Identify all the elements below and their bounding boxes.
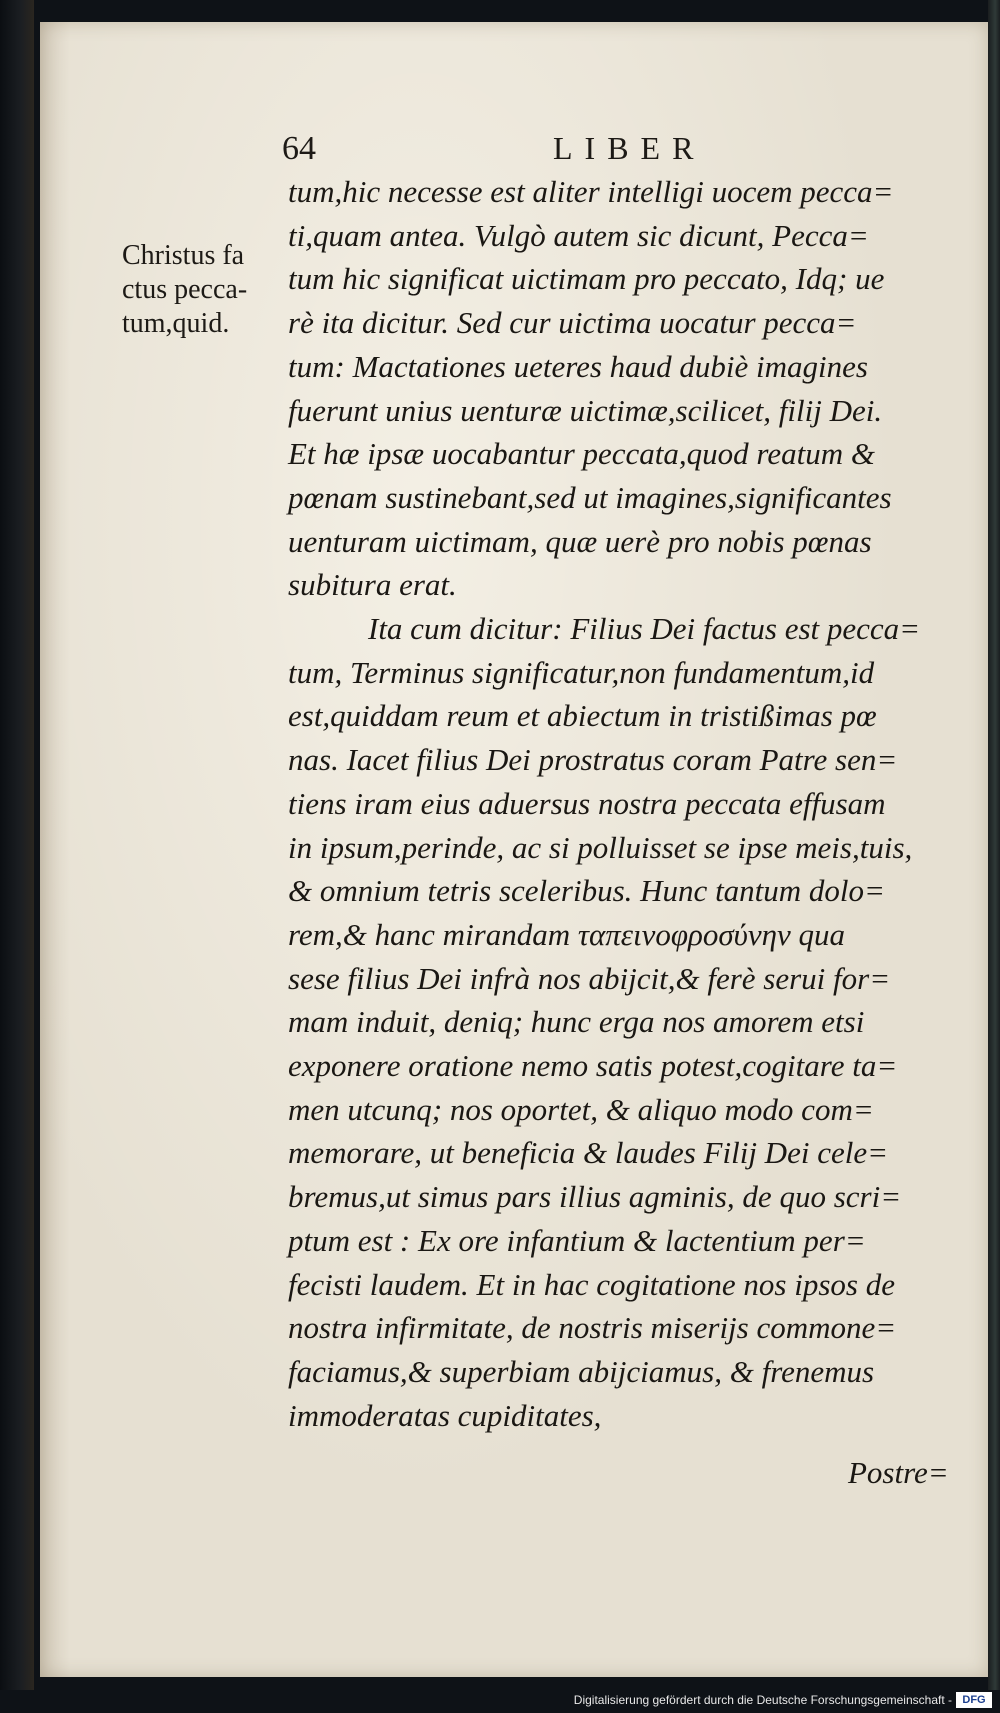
text-line: & omnium tetris sceleribus. Hunc tantum dolo= xyxy=(288,873,885,909)
marginal-note-line: ctus pecca- xyxy=(122,274,248,305)
text-line: rè ita dicitur. Sed cur uictima uocatur pecca= xyxy=(288,305,857,341)
text-line: men utcunq; nos oportet, & aliquo modo com= xyxy=(288,1091,874,1127)
text-line: tum: Mactationes ueteres haud dubiè imagines xyxy=(288,348,868,384)
text-line: mam induit, deniq; hunc erga nos amorem etsi xyxy=(288,1004,865,1040)
text-line: memorare, ut beneficia & laudes Filij Dei cele= xyxy=(288,1135,889,1171)
text-line: rem,& hanc mirandam ταπεινοφροσύνην qua xyxy=(288,916,846,952)
page-number: 64 xyxy=(282,130,316,167)
text-line: est,quiddam reum et abiectum in tristißimas pœ xyxy=(288,698,877,734)
text-line: tum,hic necesse est aliter intelligi uocem pecca= xyxy=(288,174,894,209)
page-header xyxy=(40,126,988,176)
text-line: Et hæ ipsæ uocabantur peccata,quod reatum & xyxy=(288,436,875,472)
text-line: in ipsum,perinde, ac si polluisset se ipse meis,tuis, xyxy=(288,829,913,865)
text-line: pœnam sustinebant,sed ut imagines,significantes xyxy=(288,479,892,515)
text-line: Ita cum dicitur: Filius Dei factus est pecca= xyxy=(368,611,921,647)
text-line: nostra infirmitate, de nostris miserijs commone= xyxy=(288,1310,897,1346)
text-line: subitura erat. xyxy=(288,567,457,603)
body-text xyxy=(288,170,1000,1437)
text-line: tum, Terminus significatur,non fundamentum,id xyxy=(288,654,875,690)
text-line: tum hic significat uictimam pro peccato, Idq; ue xyxy=(288,261,885,297)
book-page xyxy=(40,22,988,1677)
catchword: Postre= xyxy=(848,1455,949,1490)
text-line: faciamus,& superbiam abijciamus, & frenemus xyxy=(288,1353,875,1389)
text-line: nas. Iacet filius Dei prostratus coram Patre sen= xyxy=(288,742,898,778)
text-line: ti,quam antea. Vulgò autem sic dicunt, Pecca= xyxy=(288,217,869,253)
text-line: fuerunt unius uenturæ uictimæ,scilicet, filij Dei. xyxy=(288,392,883,428)
text-line: sese filius Dei infrà nos abijcit,& ferè serui for= xyxy=(288,960,891,996)
text-line: ptum est : Ex ore infantium & lactentium per= xyxy=(288,1222,866,1258)
book-spine-edge xyxy=(0,0,34,1713)
text-line: bremus,ut simus pars illius agminis, de quo scri= xyxy=(288,1179,902,1215)
text-line: uenturam uictimam, quæ uerè pro nobis pœnas xyxy=(288,523,872,559)
text-line: tiens iram eius aduersus nostra peccata effusam xyxy=(288,785,886,821)
marginal-note-line: Christus fa xyxy=(122,240,245,271)
marginal-note-line: tum,quid. xyxy=(122,308,230,339)
text-line: fecisti laudem. Et in hac cogitatione nos ipsos de xyxy=(288,1266,895,1302)
digitization-credit: Digitalisierung gefördert durch die Deutsche Forschungsgemeinschaft - xyxy=(573,1693,952,1707)
marginal-note xyxy=(122,239,272,341)
text-line: exponere oratione nemo satis potest,cogitare ta= xyxy=(288,1048,898,1084)
dfg-logo: DFG xyxy=(956,1692,992,1708)
running-head: LIBER xyxy=(553,130,706,166)
text-line: immoderatas cupiditates, xyxy=(288,1397,602,1433)
